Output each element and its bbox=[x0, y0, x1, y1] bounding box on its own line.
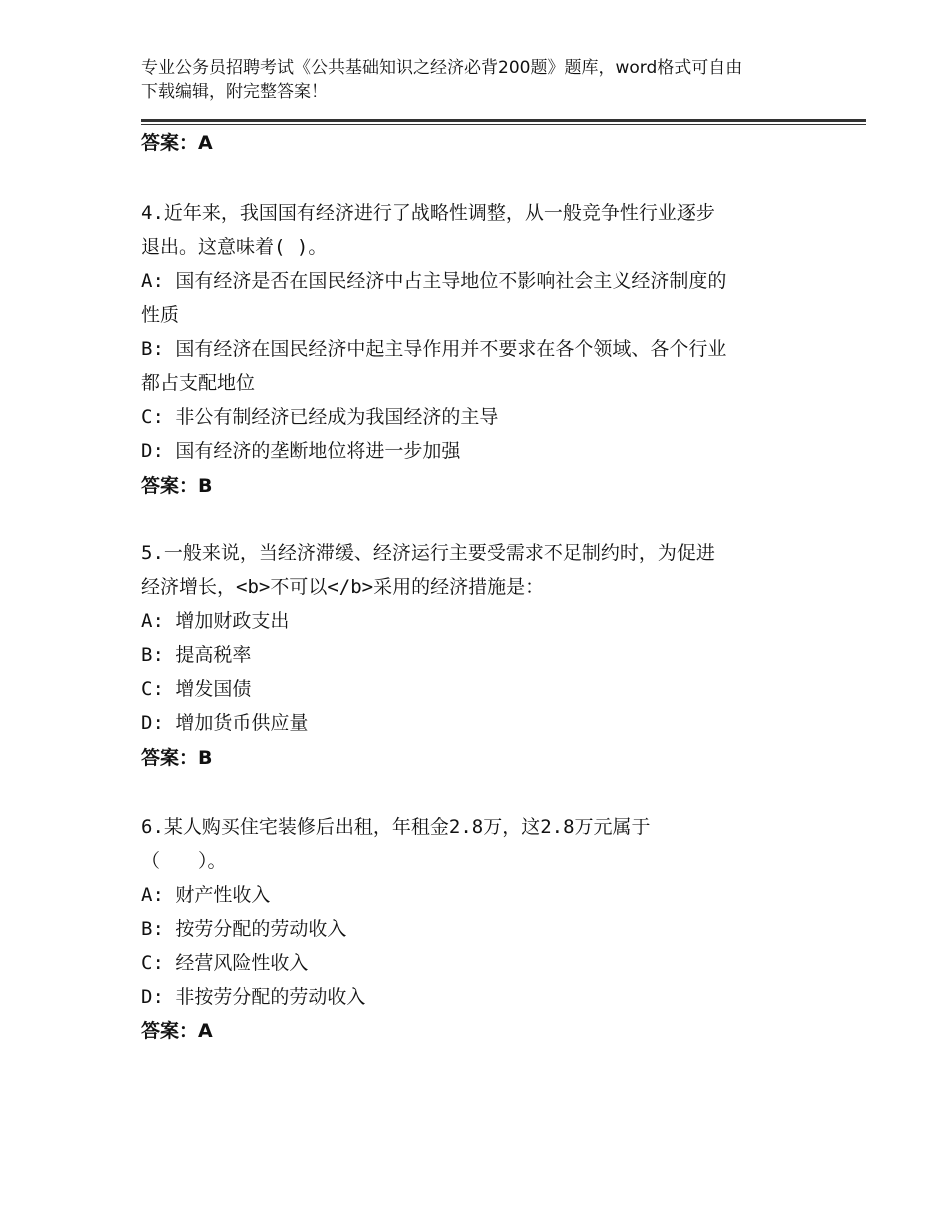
option-c: C: 经营风险性收入 bbox=[141, 952, 309, 974]
header-rule-thick bbox=[141, 119, 866, 122]
option-d: D: 国有经济的垄断地位将进一步加强 bbox=[141, 440, 461, 462]
previous-answer: 答案：A bbox=[141, 132, 213, 154]
question-6-answer: 答案：A bbox=[141, 1020, 213, 1042]
question-4 bbox=[141, 196, 821, 468]
option-a: A: 增加财政支出 bbox=[141, 610, 290, 632]
option-d: D: 非按劳分配的劳动收入 bbox=[141, 986, 366, 1008]
header-line-1: 专业公务员招聘考试《公共基础知识之经济必背200题》题库，word格式可自由 bbox=[141, 58, 743, 78]
question-stem-line-1: 6.某人购买住宅装修后出租，年租金2.8万，这2.8万元属于 bbox=[141, 816, 651, 838]
question-stem-line-2: 退出。这意味着( )。 bbox=[141, 236, 328, 258]
question-stem-line-1: 5.一般来说，当经济滞缓、经济运行主要受需求不足制约时，为促进 bbox=[141, 542, 715, 564]
question-stem-line-1: 4.近年来，我国国有经济进行了战略性调整，从一般竞争性行业逐步 bbox=[141, 202, 715, 224]
option-b-line-1: B: 国有经济在国民经济中起主导作用并不要求在各个领域、各个行业 bbox=[141, 338, 727, 360]
option-b: B: 提高税率 bbox=[141, 644, 252, 666]
header-line-2: 下载编辑，附完整答案！ bbox=[141, 82, 328, 102]
question-5 bbox=[141, 536, 821, 740]
option-a-line-2: 性质 bbox=[141, 304, 180, 326]
option-a: A: 财产性收入 bbox=[141, 884, 271, 906]
option-a-line-1: A: 国有经济是否在国民经济中占主导地位不影响社会主义经济制度的 bbox=[141, 270, 727, 292]
question-stem-line-2: 经济增长，<b>不可以</b>采用的经济措施是： bbox=[141, 576, 545, 598]
option-b-line-2: 都占支配地位 bbox=[141, 372, 256, 394]
question-5-answer: 答案：B bbox=[141, 747, 213, 769]
question-4-answer: 答案：B bbox=[141, 475, 213, 497]
document-header bbox=[141, 56, 821, 104]
option-c: C: 增发国债 bbox=[141, 678, 252, 700]
option-d: D: 增加货币供应量 bbox=[141, 712, 309, 734]
question-6 bbox=[141, 810, 821, 1014]
option-c: C: 非公有制经济已经成为我国经济的主导 bbox=[141, 406, 499, 428]
option-b: B: 按劳分配的劳动收入 bbox=[141, 918, 347, 940]
question-stem-line-2: （ ）。 bbox=[141, 850, 227, 872]
header-rule-thin bbox=[141, 124, 866, 125]
